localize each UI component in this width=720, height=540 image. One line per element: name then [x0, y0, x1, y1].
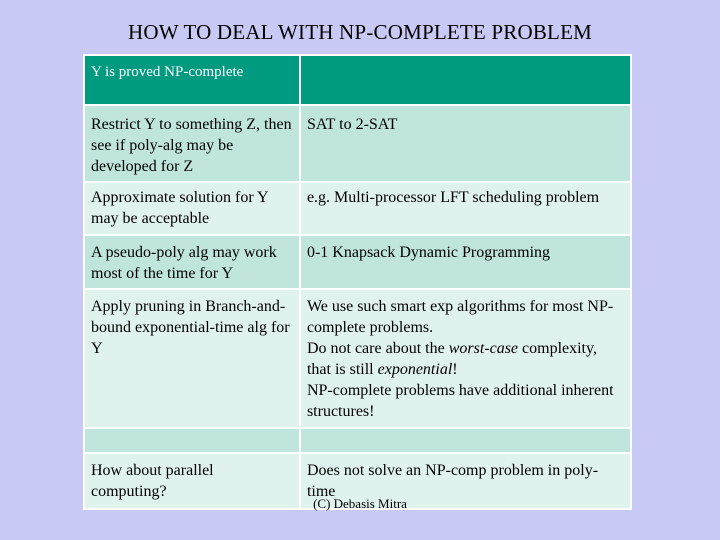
np-complete-table	[83, 54, 632, 510]
table-header-row	[84, 55, 631, 105]
example-line-3: NP-complete problems have additional inherent structures!	[306, 382, 614, 420]
exponential-emphasis: exponential	[377, 361, 453, 378]
table-row	[84, 182, 631, 235]
example-line-1: We use such smart exp algorithms for most NP-complete problems.	[306, 298, 614, 336]
header-cell-left: Y is proved NP-complete	[84, 55, 300, 105]
example-line-2-post: !	[452, 361, 458, 378]
strategy-cell: Restrict Y to something Z, then see if poly-alg may be developed for Z	[84, 105, 300, 182]
strategy-cell: Apply pruning in Branch-and-bound exponential-time alg for Y	[84, 289, 300, 428]
worst-case-emphasis: worst-case	[448, 340, 519, 357]
copyright-footer: (C) Debasis Mitra	[313, 496, 407, 511]
strategy-cell: Approximate solution for Y may be acceptable	[84, 182, 300, 235]
example-cell: 0-1 Knapsack Dynamic Programming	[300, 235, 631, 289]
strategy-cell: How about parallel computing?	[84, 453, 300, 509]
example-line-2-pre: Do not care about the	[306, 340, 449, 357]
table-row	[84, 235, 631, 289]
slide-title: HOW TO DEAL WITH NP-COMPLETE PROBLEM	[128, 20, 592, 44]
table-row	[84, 289, 631, 428]
empty-cell	[300, 428, 631, 453]
example-cell: e.g. Multi-processor LFT scheduling problem	[300, 182, 631, 235]
example-cell: SAT to 2-SAT	[300, 105, 631, 182]
example-line-2-mid: complexity, that is still	[306, 340, 597, 378]
table-row-empty	[84, 428, 631, 453]
example-cell: Does not solve an NP-comp problem in poly-time	[300, 453, 631, 509]
strategy-cell: A pseudo-poly alg may work most of the time for Y	[84, 235, 300, 289]
example-cell	[300, 289, 631, 428]
table-row	[84, 105, 631, 182]
empty-cell	[84, 428, 300, 453]
header-cell-right	[300, 55, 631, 105]
